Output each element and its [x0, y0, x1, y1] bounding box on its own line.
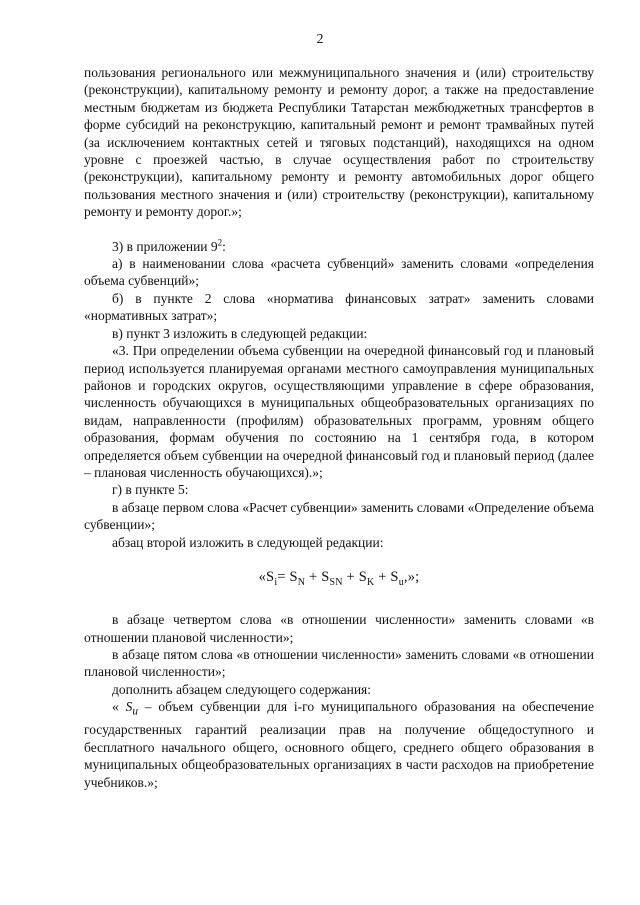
item-b: б) в пункте 2 слова «норматива финансовых затрат» заменить словами «нормативных затрат»;: [84, 290, 594, 324]
paragraph-first-change: в абзаце первом слова «Расчет субвенции» заменить словами «Определение объема субвенции»;: [84, 499, 594, 533]
formula-sub-sn: SN: [329, 576, 343, 588]
paragraph-add: дополнить абзацем следующего содержания:: [112, 681, 372, 697]
document-body: [84, 64, 594, 791]
formula: [84, 569, 594, 591]
formula-plus-1: + S: [305, 568, 330, 585]
item-v: в) пункт 3 изложить в следующей редакции:: [112, 325, 368, 341]
su-definition: [84, 698, 594, 791]
paragraph-fifth-change: в абзаце пятом слова «в отношении численности» заменить словами «в отношении плановой численности»;: [84, 647, 594, 680]
formula-close: ,»;: [403, 568, 420, 585]
su-text: – объем субвенции для i-го муниципального образования на обеспечение государственных гарантий реализации прав на получение общедоступного и бесплатного начального общего, основного общего, среднего общего образования в муниципальных общеобразовательных организациях в части расходов на приобретение учебников.»;: [84, 699, 595, 790]
su-subscript: u: [132, 705, 138, 718]
item-g: г) в пункте 5:: [112, 482, 189, 498]
item-3-prefix: 3) в приложении 9: [112, 238, 218, 254]
formula-sub-k: K: [366, 576, 375, 588]
su-symbol: S: [125, 699, 133, 715]
formula-sub-n: N: [297, 576, 306, 588]
formula-plus-3: + S: [374, 568, 399, 585]
formula-sub-i: i: [274, 576, 278, 588]
formula-plus-2: + S: [342, 568, 367, 585]
paragraph-fourth-change: в абзаце четвертом слова «в отношении численности» заменить словами «в отношении плановой численности»;: [84, 612, 594, 645]
formula-eq: = S: [277, 568, 298, 585]
item-3-heading: [84, 238, 594, 255]
page-number: 2: [316, 32, 324, 47]
su-open-quote: «: [112, 699, 126, 715]
quote-paragraph-3: «3. При определении объема субвенции на очередной финансовый год и плановый период используется планируемая органами местного самоуправления муниципальных районов и городских округов, осуществляющими управление в сфере образования, численность обучающихся в муниципальных общеобразовательных организациях по видам, направленности (профилям) образовательных программ, уровням общего образования, формам обучения по состоянию на 1 сентября года, в котором определяется объем субвенции на очередной финансовый год и плановый период (далее – плановая численность обучающихся).»;: [84, 343, 594, 480]
paragraph-second-change: абзац второй изложить в следующей редакции:: [112, 534, 384, 550]
item-3-suffix: :: [222, 238, 226, 254]
item-a: а) в наименовании слова «расчета субвенций» заменить словами «определения объема субвенций»;: [84, 256, 594, 289]
formula-open: «S: [258, 568, 275, 585]
item-3-superscript: 2: [217, 237, 223, 248]
paragraph-intro: пользования регионального или межмуниципального значения и (или) строительству (реконструкции), капитальному ремонту и ремонту дорог, а также на предоставление местным бюджетам из бюджета Республики Татарстан межбюджетных трансфертов в форме субсидий на реконструкцию, капитальный ремонт и ремонт трамвайных путей (за исключением контактных сетей и тяговых подстанций), находящихся на одном уровне с проезжей частью, в случае осуществления работ по строительству (реконструкции), капитальному ремонту и ремонту автомобильных дорог общего пользования местного значения и (или) строительству (реконструкции), капитальному ремонту и ремонту дорог.»;: [84, 65, 594, 220]
formula-sub-u: u: [398, 576, 404, 588]
